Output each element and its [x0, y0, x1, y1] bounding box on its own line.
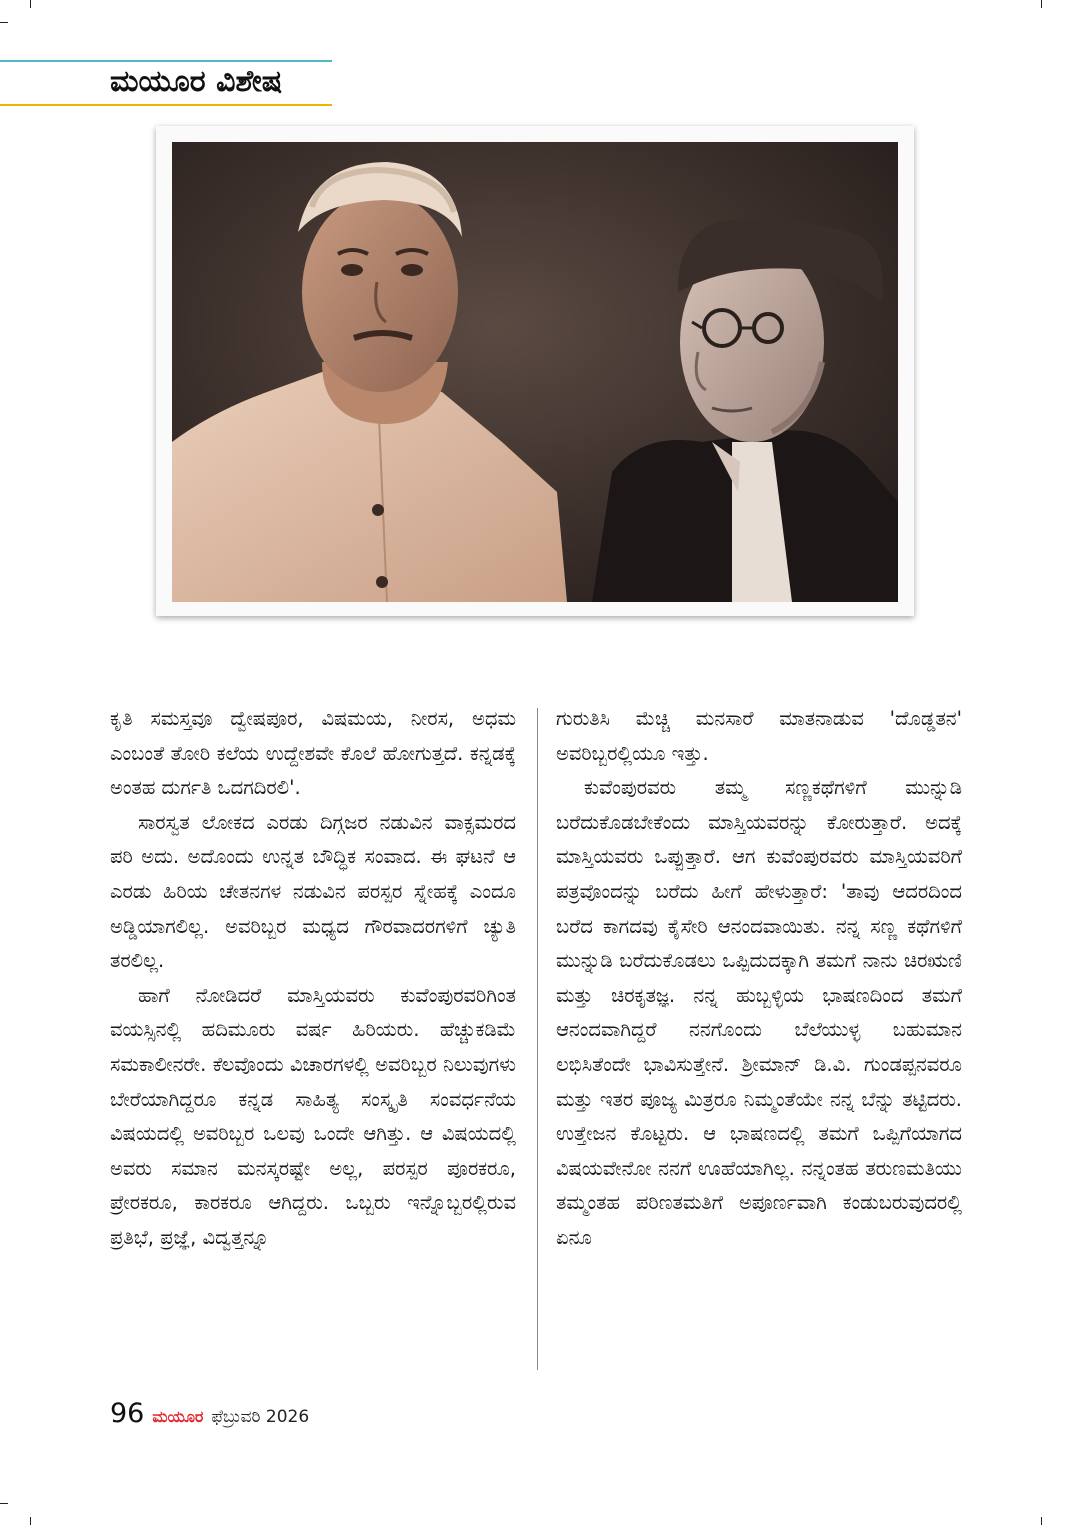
crop-mark: [1041, 0, 1042, 8]
article-photo: [156, 126, 914, 616]
section-title: ಮಯೂರ ವಿಶೇಷ: [110, 64, 283, 99]
column-divider: [537, 708, 538, 1370]
paragraph: ಹಾಗೆ ನೋಡಿದರೆ ಮಾಸ್ತಿಯವರು ಕುವೆಂಪುರವರಿಗಿಂತ ವಯಸ್ಸಿನಲ್ಲಿ ಹದಿಮೂರು ವರ್ಷ ಹಿರಿಯರು. ಹೆಚ್ಚುಕಡಿಮೆ ಸಮಕಾಲೀನರೇ. ಕೆಲವೊಂದು ವಿಚಾರಗಳಲ್ಲಿ ಅವರಿಬ್ಬರ ನಿಲುವುಗಳು ಬೇರೆಯಾಗಿದ್ದರೂ ಕನ್ನಡ ಸಾಹಿತ್ಯ ಸಂಸ್ಕೃತಿ ಸಂವರ್ಧನೆಯ ವಿಷಯದಲ್ಲಿ ಅವರಿಬ್ಬರ ಒಲವು ಒಂದೇ ಆಗಿತ್ತು. ಆ ವಿಷಯದಲ್ಲಿ ಅವರು ಸಮಾನ ಮನಸ್ಕರಷ್ಟೇ ಅಲ್ಲ, ಪರಸ್ಪರ ಪೂರಕರೂ, ಪ್ರೇರಕರೂ, ಕಾರಕರೂ ಆಗಿದ್ದರು. ಒಬ್ಬರು ಇನ್ನೊಬ್ಬರಲ್ಲಿರುವ ಪ್ರತಿಭೆ, ಪ್ರಜ್ಞೆ, ವಿದ್ವತ್ತನ್ನೂ: [110, 983, 516, 1249]
crop-mark: [0, 22, 8, 23]
crop-mark: [30, 0, 31, 8]
paragraph: ಕುವೆಂಪುರವರು ತಮ್ಮ ಸಣ್ಣಕಥೆಗಳಿಗೆ ಮುನ್ನುಡಿ ಬರೆದುಕೊಡಬೇಕೆಂದು ಮಾಸ್ತಿಯವರನ್ನು ಕೋರುತ್ತಾರೆ. ಅದಕ್ಕೆ ಮಾಸ್ತಿಯವರು ಒಪ್ಪುತ್ತಾರೆ. ಆಗ ಕುವೆಂಪುರವರು ಮಾಸ್ತಿಯವರಿಗೆ ಪತ್ರವೊಂದನ್ನು ಬರೆದು ಹೀಗೆ ಹೇಳುತ್ತಾರೆ: 'ತಾವು ಆದರದಿಂದ ಬರೆದ ಕಾಗದವು ಕೈಸೇರಿ ಆನಂದವಾಯಿತು. ನನ್ನ ಸಣ್ಣ ಕಥೆಗಳಿಗೆ ಮುನ್ನುಡಿ ಬರೆದುಕೊಡಲು ಒಪ್ಪಿದುದಕ್ಕಾಗಿ ತಮಗೆ ನಾನು ಚಿರಋಣಿ ಮತ್ತು ಚಿರಕೃತಜ್ಞ. ನನ್ನ ಹುಬ್ಬಳ್ಳಿಯ ಭಾಷಣದಿಂದ ತಮಗೆ ಆನಂದವಾಗಿದ್ದರೆ ನನಗೊಂದು ಬೆಲೆಯುಳ್ಳ ಬಹುಮಾನ ಲಭಿಸಿತೆಂದೇ ಭಾವಿಸುತ್ತೇನೆ. ಶ್ರೀಮಾನ್ ಡಿ.ವಿ. ಗುಂಡಪ್ಪನವರೂ ಮತ್ತು ಇತರ ಪೂಜ್ಯ ಮಿತ್ರರೂ ನಿಮ್ಮಂತೆಯೇ ನನ್ನ ಬೆನ್ನು ತಟ್ಟಿದರು. ಉತ್ತೇಜನ ಕೊಟ್ಟರು. ಆ ಭಾಷಣದಲ್ಲಿ ತಮಗೆ ಒಪ್ಪಿಗೆಯಾಗದ ವಿಷಯವೇನೋ ನನಗೆ ಊಹೆಯಾಗಿಲ್ಲ. ನನ್ನಂತಹ ತರುಣಮತಿಯು ತಮ್ಮಂತಹ ಪರಿಣತಮತಿಗೆ ಅಪೂರ್ಣವಾಗಿ ಕಂಡುಬರುವುದರಲ್ಲಿ ಏನೂ: [556, 776, 962, 1249]
paragraph: ಗುರುತಿಸಿ ಮೆಚ್ಚಿ ಮನಸಾರೆ ಮಾತನಾಡುವ 'ದೊಡ್ಡತನ' ಅವರಿಬ್ಬರಲ್ಲಿಯೂ ಇತ್ತು.: [556, 707, 962, 765]
issue-date: ಫೆಬ್ರುವರಿ 2026: [211, 1407, 310, 1427]
crop-mark: [0, 1503, 8, 1504]
article-column-right: [556, 702, 962, 1256]
page-footer: [110, 1398, 309, 1429]
paragraph: ಸಾರಸ್ವತ ಲೋಕದ ಎರಡು ದಿಗ್ಗಜರ ನಡುವಿನ ವಾಕ್ಸಮರದ ಪರಿ ಅದು. ಅದೊಂದು ಉನ್ನತ ಬೌದ್ಧಿಕ ಸಂವಾದ. ಈ ಘಟನೆ ಆ ಎರಡು ಹಿರಿಯ ಚೇತನಗಳ ನಡುವಿನ ಪರಸ್ಪರ ಸ್ನೇಹಕ್ಕೆ ಎಂದೂ ಅಡ್ಡಿಯಾಗಲಿಲ್ಲ. ಅವರಿಬ್ಬರ ಮಧ್ಯದ ಗೌರವಾದರಗಳಿಗೆ ಚ್ಯುತಿ ತರಲಿಲ್ಲ.: [110, 810, 516, 973]
page-number: 96: [110, 1398, 145, 1429]
crop-mark: [30, 1517, 31, 1525]
sepia-portrait-photo-icon: [172, 142, 898, 602]
section-rule-top: [0, 60, 332, 62]
article-column-left: [110, 702, 516, 1256]
section-rule-bottom: [0, 104, 332, 106]
magazine-name: ಮಯೂರ: [152, 1407, 204, 1426]
crop-mark: [1041, 1517, 1042, 1525]
paragraph: ಕೃತಿ ಸಮಸ್ತವೂ ದ್ವೇಷಪೂರ, ವಿಷಮಯ, ನೀರಸ, ಅಧಮ ಎಂಬಂತೆ ತೋರಿ ಕಲೆಯ ಉದ್ದೇಶವೇ ಕೊಲೆ ಹೋಗುತ್ತದೆ. ಕನ್ನಡಕ್ಕೆ ಅಂತಹ ದುರ್ಗತಿ ಒದಗದಿರಲಿ'.: [110, 707, 516, 800]
